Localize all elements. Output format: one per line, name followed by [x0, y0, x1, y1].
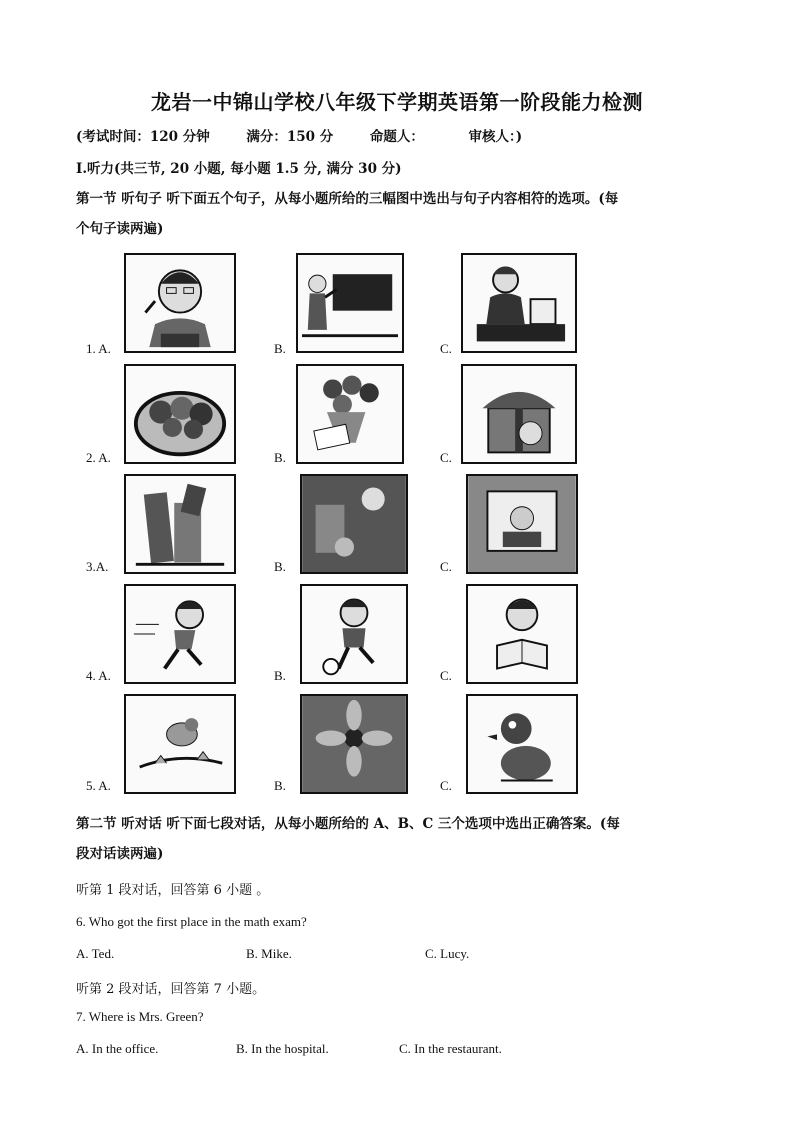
bird-branch-icon[interactable] — [124, 694, 236, 794]
option-label-2c: C. — [440, 450, 452, 465]
question-7-stem: 7. Where is Mrs. Green? — [76, 1009, 204, 1024]
night-moon-icon[interactable] — [300, 474, 408, 574]
boy-football-icon[interactable] — [300, 584, 408, 684]
dialog2-intro: 听第 2 段对话，回答第 7 小题。 — [76, 982, 266, 997]
part2-instruction-line1: 第二节 听对话 听下面七段对话，从每小题所给的 A、B、C 三个选项中选出正确答案。(每 — [76, 816, 620, 832]
option-label-2a: 2. A. — [86, 450, 111, 465]
option-label-5a: 5. A. — [86, 778, 111, 793]
exam-score: 满分：150 分 — [246, 129, 334, 145]
option-label-2b: B. — [274, 450, 286, 465]
flower-icon[interactable] — [300, 694, 408, 794]
ruined-building-icon[interactable] — [124, 474, 236, 574]
option-label-3b: B. — [274, 559, 286, 574]
question-6-option-c[interactable]: C. Lucy. — [425, 946, 470, 961]
exam-info — [76, 125, 522, 145]
part2-instruction-line2: 段对话读两遍) — [76, 846, 164, 862]
boy-reading-icon[interactable] — [466, 584, 578, 684]
question-7-option-c[interactable]: C. In the restaurant. — [399, 1041, 502, 1056]
duck-icon[interactable] — [466, 694, 578, 794]
gift-box-icon[interactable] — [461, 364, 577, 464]
part1-instruction-line2: 个句子读两遍) — [76, 221, 164, 237]
exam-reviewer: 审核人：) — [468, 129, 523, 145]
question-6-option-a[interactable]: A. Ted. — [76, 946, 115, 961]
man-speaking-icon[interactable] — [124, 253, 236, 353]
exam-time: (考试时间：120 分钟 — [76, 129, 210, 145]
option-label-3c: C. — [440, 559, 452, 574]
option-label-5c: C. — [440, 778, 452, 793]
fruit-basket-icon[interactable] — [124, 364, 236, 464]
exam-author: 命题人： — [369, 129, 424, 145]
girl-window-icon[interactable] — [466, 474, 578, 574]
section1-heading: Ⅰ.听力(共三节, 20 小题, 每小题 1.5 分, 满分 30 分) — [76, 161, 402, 177]
option-label-1c: C. — [440, 341, 452, 356]
question-6-option-b[interactable]: B. Mike. — [246, 946, 292, 961]
option-label-1b: B. — [274, 341, 286, 356]
dialog1-intro: 听第 1 段对话，回答第 6 小题 。 — [76, 883, 270, 898]
flowers-thanks-card-icon[interactable] — [296, 364, 404, 464]
page-title: 龙岩一中锦山学校八年级下学期英语第一阶段能力检测 — [151, 90, 643, 114]
option-label-3a: 3.A. — [86, 559, 109, 574]
man-computer-icon[interactable] — [461, 253, 577, 353]
option-label-5b: B. — [274, 778, 286, 793]
question-7-option-b[interactable]: B. In the hospital. — [236, 1041, 329, 1056]
option-label-4a: 4. A. — [86, 668, 111, 683]
option-label-4b: B. — [274, 668, 286, 683]
question-6-stem: 6. Who got the first place in the math exam? — [76, 914, 307, 929]
option-label-1a: 1. A. — [86, 341, 111, 356]
part1-instruction-line1: 第一节 听句子 听下面五个句子，从每小题所给的三幅图中选出与句子内容相符的选项。(每 — [76, 191, 619, 207]
option-label-4c: C. — [440, 668, 452, 683]
teacher-blackboard-icon[interactable] — [296, 253, 404, 353]
question-7-option-a[interactable]: A. In the office. — [76, 1041, 159, 1056]
boy-running-icon[interactable] — [124, 584, 236, 684]
